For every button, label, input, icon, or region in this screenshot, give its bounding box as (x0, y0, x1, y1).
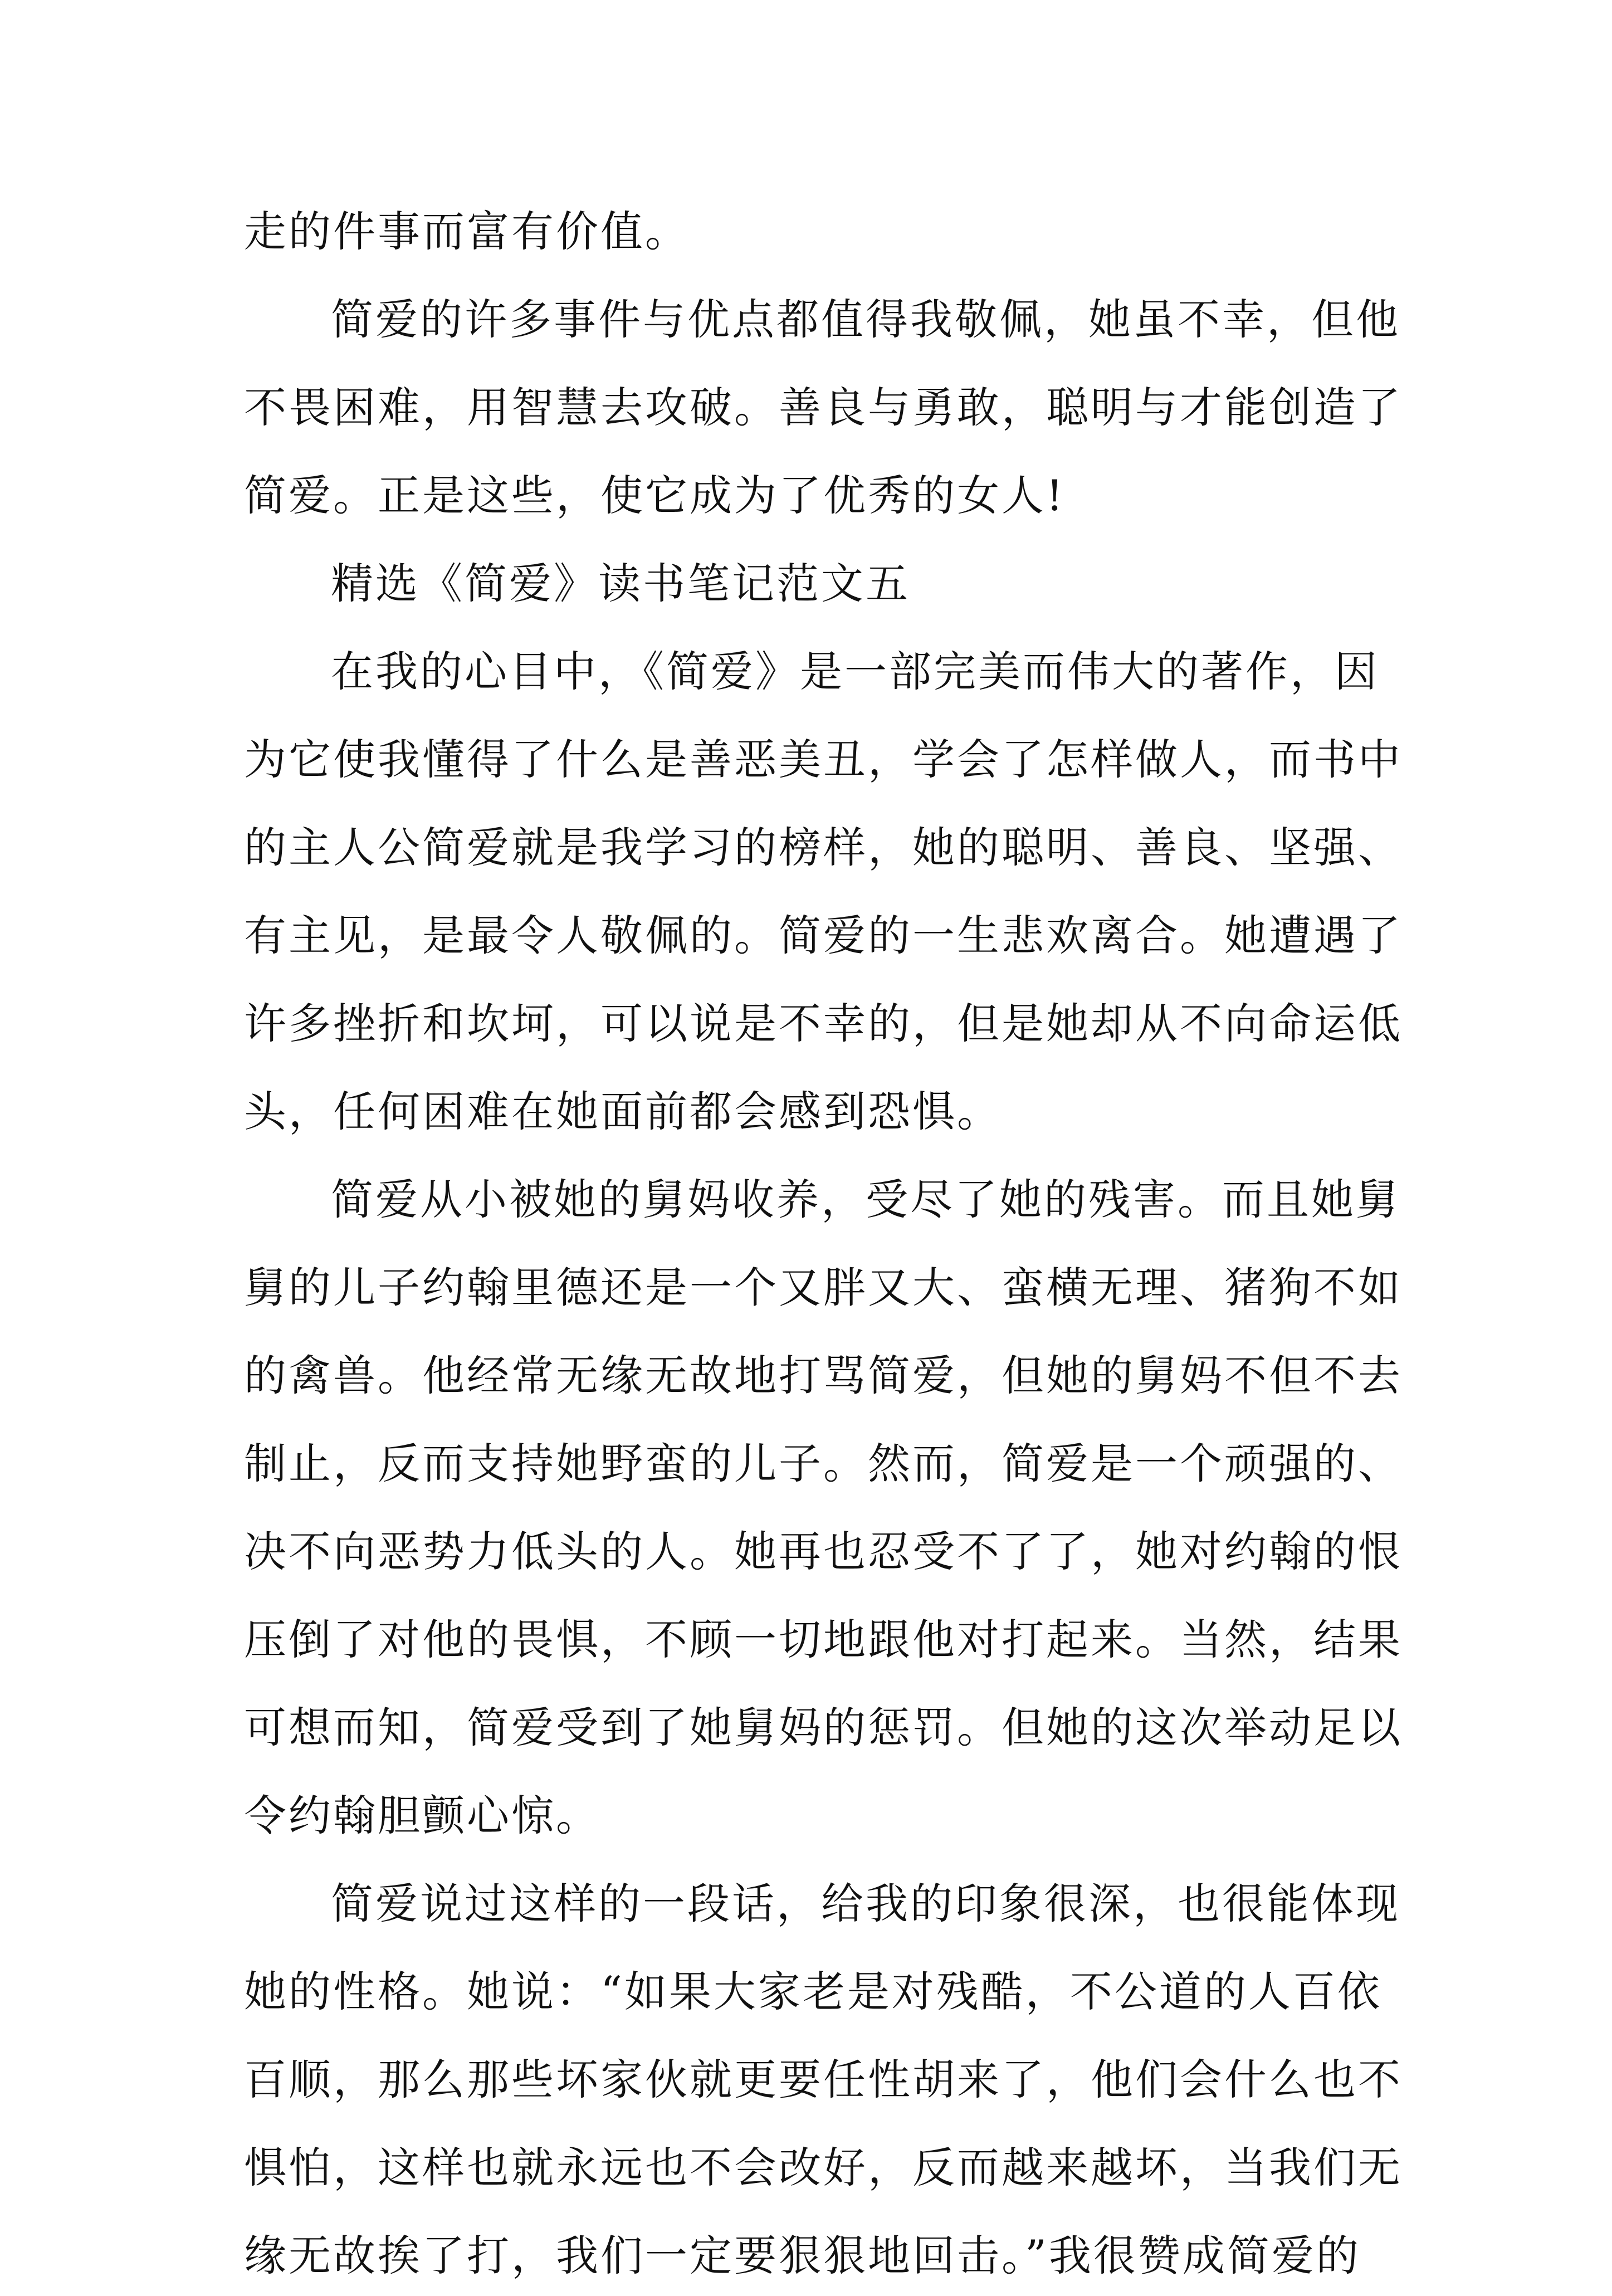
text-line: 制止，反而支持她野蛮的儿子。然而，简爱是一个顽强的、 (244, 1438, 1403, 1488)
text-line: 许多挫折和坎坷，可以说是不幸的，但是她却从不向命运低 (244, 998, 1403, 1048)
text-line: 简爱。正是这些，使它成为了优秀的女人! (244, 470, 1066, 520)
text-line: 决不向恶势力低头的人。她再也忍受不了了，她对约翰的恨 (244, 1526, 1403, 1576)
paragraph-start: 简爱的许多事件与优点都值得我敬佩，她虽不幸，但他 (331, 294, 1400, 344)
body-text (244, 184, 1403, 2296)
text-line: 压倒了对他的畏惧，不顾一切地跟他对打起来。当然，结果 (244, 1614, 1403, 1664)
text-line: 为它使我懂得了什么是善恶美丑，学会了怎样做人，而书中 (244, 734, 1403, 784)
text-line: 有主见，是最令人敬佩的。简爱的一生悲欢离合。她遭遇了 (244, 910, 1403, 960)
paragraph-start: 简爱从小被她的舅妈收养，受尽了她的残害。而且她舅 (331, 1174, 1400, 1224)
text-line: 令约翰胆颤心惊。 (244, 1790, 600, 1840)
section-heading: 精选《简爱》读书笔记范文五 (331, 558, 910, 608)
text-line: 缘无故挨了打，我们一定要狠狠地回击。”我很赞成简爱的 (244, 2230, 1361, 2280)
text-line: 的主人公简爱就是我学习的榜样，她的聪明、善良、坚强、 (244, 822, 1403, 872)
text-line: 百顺，那么那些坏家伙就更要任性胡来了，他们会什么也不 (244, 2054, 1403, 2104)
text-line: 舅的儿子约翰里德还是一个又胖又大、蛮横无理、猪狗不如 (244, 1262, 1403, 1312)
paragraph-start: 在我的心目中，《简爱》是一部完美而伟大的著作，因 (331, 646, 1379, 696)
text-line: 她的性格。她说：“如果大家老是对残酷，不公道的人百依 (244, 1966, 1382, 2016)
text-line: 的禽兽。他经常无缘无故地打骂简爱，但她的舅妈不但不去 (244, 1350, 1403, 1400)
text-line: 可想而知，简爱受到了她舅妈的惩罚。但她的这次举动足以 (244, 1702, 1403, 1752)
text-line: 不畏困难，用智慧去攻破。善良与勇敢，聪明与才能创造了 (244, 382, 1403, 432)
text-line: 走的件事而富有价值。 (244, 206, 690, 256)
text-line: 头，任何困难在她面前都会感到恐惧。 (244, 1086, 1002, 1136)
text-line: 惧怕，这样也就永远也不会改好，反而越来越坏，当我们无 (244, 2142, 1403, 2192)
paragraph-start: 简爱说过这样的一段话，给我的印象很深，也很能体现 (331, 1878, 1400, 1928)
